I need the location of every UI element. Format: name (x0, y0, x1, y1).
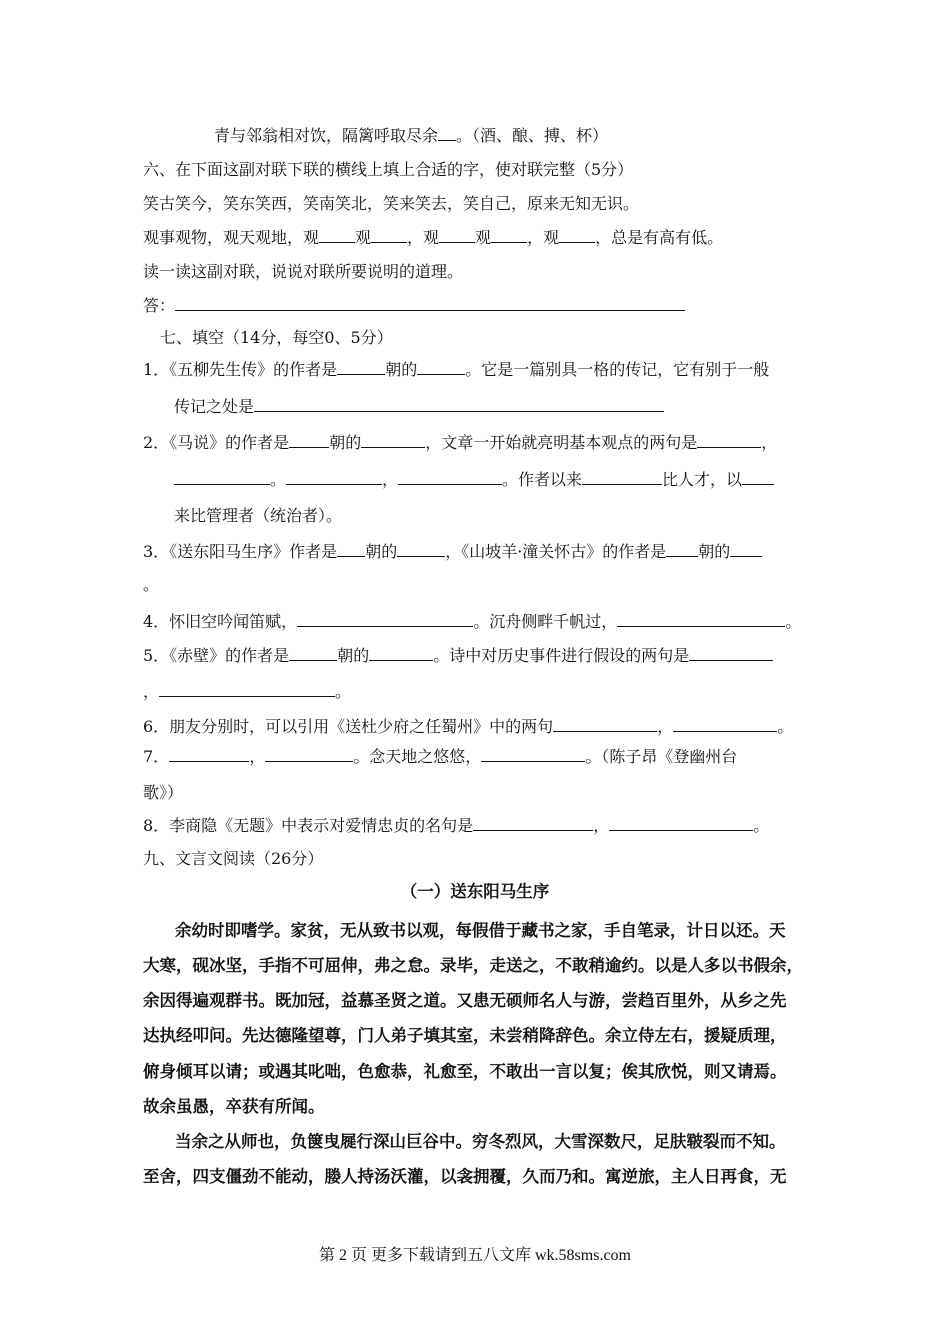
fill-item-2b: 。 ， 。作者以来 比人才，以 (174, 469, 774, 491)
blank[interactable] (265, 746, 353, 762)
blank[interactable] (397, 541, 445, 557)
blank[interactable] (398, 469, 502, 485)
blank[interactable] (439, 227, 475, 243)
blank[interactable] (666, 541, 698, 557)
blank[interactable] (730, 541, 762, 557)
blank[interactable] (174, 469, 270, 485)
passage-line: 俯身倾耳以请；或遇其叱咄，色愈恭，礼愈至，不敢出一言以复；俟其欣悦，则又请焉。 (143, 1062, 787, 1081)
blank[interactable] (417, 359, 465, 375)
blank[interactable] (481, 746, 585, 762)
blank[interactable] (473, 815, 593, 831)
blank[interactable] (582, 469, 662, 485)
blank[interactable] (297, 611, 473, 627)
passage-line: 故余虽愚，卒获有所闻。 (143, 1097, 325, 1116)
fill-item-4: 4．怀旧空吟闻笛赋， 。沉舟侧畔千帆过， 。 (143, 612, 802, 631)
couplet-prompt: 读一读这副对联，说说对联所要说明的道理。 (143, 262, 464, 281)
section-9-heading: 九、文言文阅读（26分） (143, 849, 324, 868)
blank[interactable] (286, 469, 382, 485)
blank[interactable] (742, 469, 774, 485)
fill-item-6: 6．朋友分别时，可以引用《送杜少府之任蜀州》中的两句 ， 。 (143, 717, 794, 736)
passage-line: 余幼时即嗜学。家贫，无从致书以观，每假借于藏书之家，手自笔录，计日以还。天 (175, 921, 786, 940)
page-footer: 第 2 页 更多下载请到五八文库 wk.58sms.com (318, 1247, 631, 1264)
blank[interactable] (609, 815, 753, 831)
fill-item-5b: ， 。 (143, 682, 352, 701)
section-6-heading: 六、在下面这副对联下联的横线上填上合适的字，使对联完整（5分） (143, 160, 634, 179)
blank[interactable] (289, 432, 329, 448)
blank[interactable] (289, 645, 337, 661)
blank[interactable] (553, 716, 657, 732)
passage-line: 达执经叩问。先达德隆望尊，门人弟子填其室，未尝稍降辞色。余立侍左右，援疑质理， (143, 1026, 787, 1045)
passage-line: 大寒，砚冰坚，手指不可屈伸，弗之怠。录毕，走送之，不敢稍逾约。以是人多以书假余， (143, 956, 803, 975)
fill-item-3b: 。 (143, 575, 160, 594)
blank[interactable] (697, 432, 761, 448)
blank[interactable] (319, 227, 355, 243)
blank[interactable] (361, 432, 425, 448)
passage-title: （一）送东阳马生序 (400, 882, 550, 901)
blank[interactable] (673, 716, 777, 732)
fill-item-3: 3．《送东阳马生序》作者是 朝的 ，《山坡羊·潼关怀古》的作者是 朝的 (143, 541, 762, 563)
answer-line: 答： (143, 295, 685, 317)
poem-answer-line: 青与邻翁相对饮，隔篱呼取尽余 。（酒、酿、搏、杯） (214, 126, 609, 145)
blank[interactable] (438, 125, 456, 141)
passage-line: 余因得遍观群书。既加冠，益慕圣贤之道。又患无硕师名人与游，尝趋百里外，从乡之先 (143, 991, 787, 1010)
section-7-heading: 七、填空（14分，每空0、5分） (160, 328, 393, 347)
couplet-lower: 观事观物，观天观地，观 观 ，观 观 ，观 ，总是有高有低。 (143, 228, 724, 247)
blank[interactable] (617, 611, 785, 627)
blank[interactable] (689, 645, 773, 661)
passage-line: 至舍，四支僵劲不能动，媵人持汤沃灌，以衾拥覆，久而乃和。寓逆旅，主人日再食，无 (143, 1167, 787, 1186)
blank[interactable] (337, 541, 365, 557)
blank[interactable] (491, 227, 527, 243)
blank[interactable] (371, 227, 407, 243)
fill-item-1b: 传记之处是 (174, 396, 664, 418)
blank[interactable] (159, 681, 335, 697)
passage-line: 当余之从师也，负箧曳屣行深山巨谷中。穷冬烈风，大雪深数尺，足肤皲裂而不知。 (175, 1132, 786, 1151)
fill-item-2c: 来比管理者（统治者）。 (174, 506, 343, 525)
couplet-upper: 笑古笑今，笑东笑西，笑南笑北，笑来笑去，笑自己，原来无知无识。 (143, 194, 640, 213)
blank[interactable] (559, 227, 595, 243)
answer-blank[interactable] (175, 295, 685, 311)
fill-item-7b: 歌》） (143, 783, 184, 802)
fill-item-8: 8．李商隐《无题》中表示对爱情忠贞的名句是 ， 。 (143, 816, 770, 835)
blank[interactable] (254, 396, 664, 412)
blank[interactable] (369, 645, 433, 661)
fill-item-5: 5．《赤壁》的作者是 朝的 。诗中对历史事件进行假设的两句是 (143, 645, 773, 667)
blank[interactable] (337, 359, 385, 375)
fill-item-1: 1．《五柳先生传》的作者是 朝的 。它是一篇别具一格的传记，它有别于一般 (143, 360, 770, 379)
blank[interactable] (169, 746, 249, 762)
fill-item-2: 2．《马说》的作者是 朝的 ，文章一开始就亮明基本观点的两句是 ， (143, 433, 778, 452)
fill-item-7: 7． ， 。念天地之悠悠， 。（陈子昂《登幽州台 (143, 747, 738, 766)
